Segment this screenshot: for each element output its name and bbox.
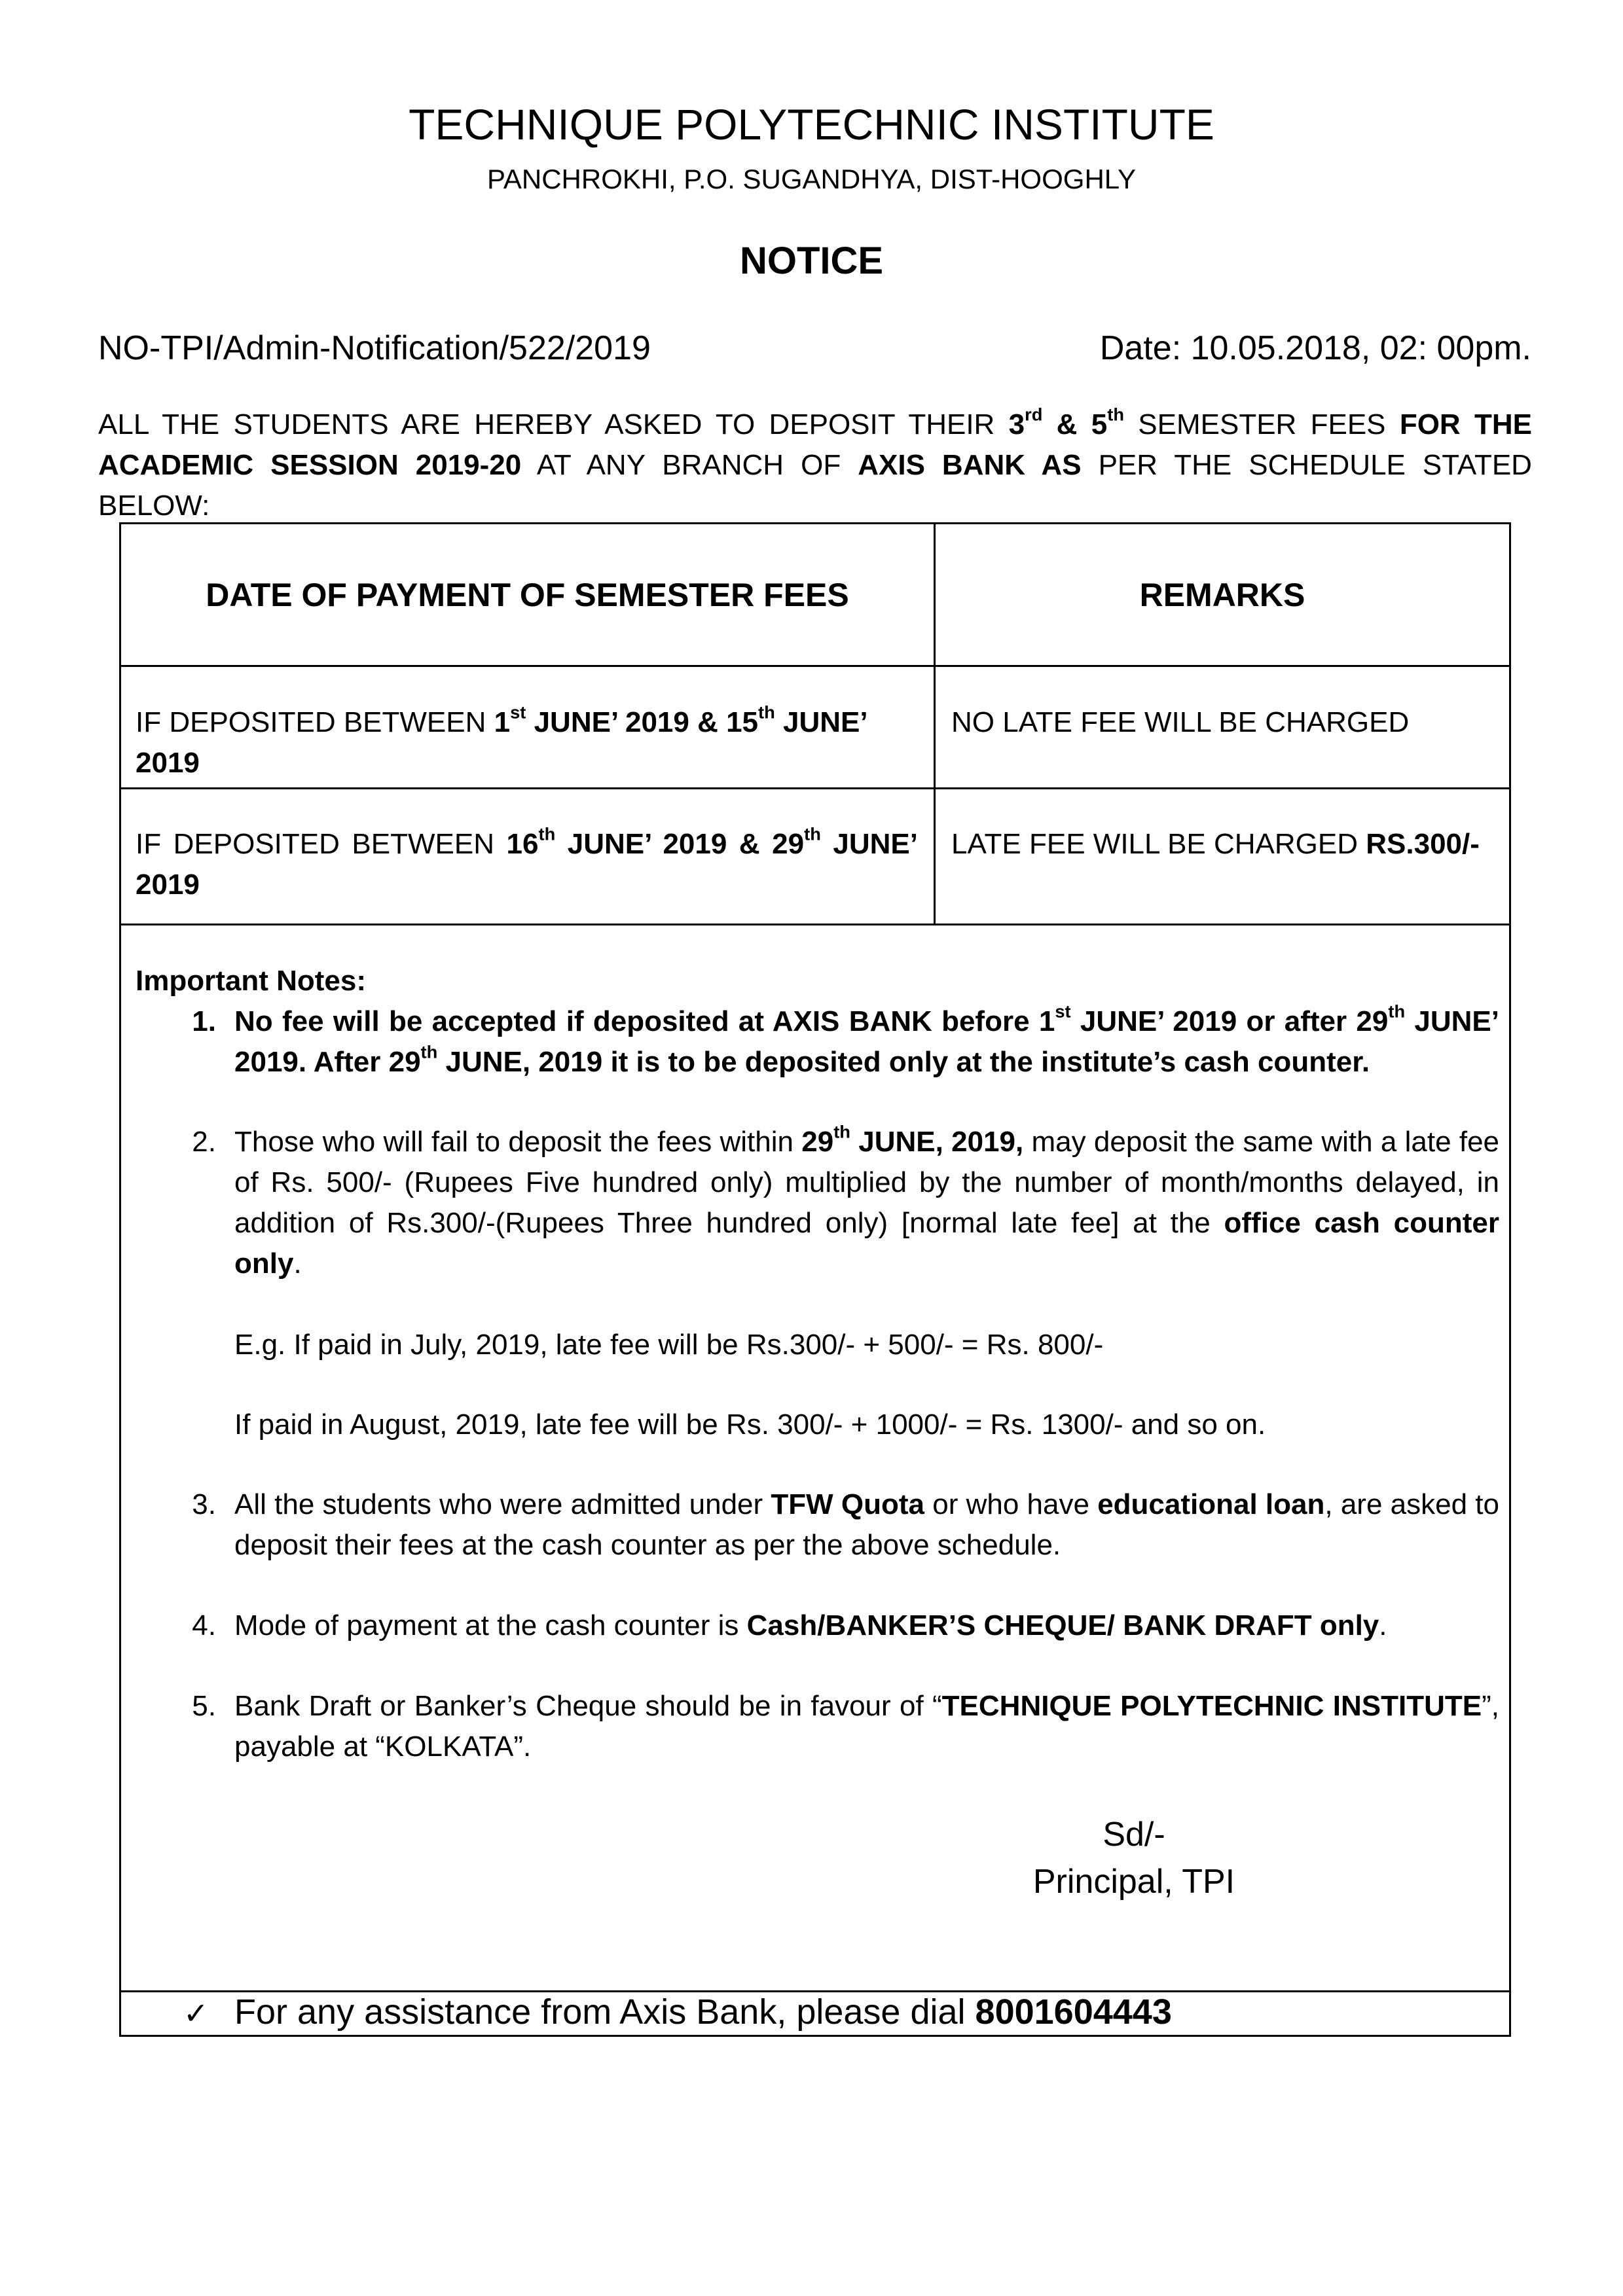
row-divider: [121, 924, 1509, 925]
late-fee-example-2: If paid in August, 2019, late fee will be Rs. 300/- + 1000/- = Rs. 1300/- and so on.: [234, 1408, 1266, 1441]
note-number: 3.: [192, 1488, 216, 1520]
helpline-number: 8001604443: [975, 1992, 1172, 2032]
column-header-remarks: REMARKS: [1139, 577, 1305, 613]
row-divider: [121, 665, 1509, 667]
row-divider: [121, 787, 1509, 789]
note-item-2: [177, 1122, 1499, 1284]
institute-address: PANCHROKHI, P.O. SUGANDHYA, DIST-HOOGHLY: [486, 164, 1137, 194]
note-text: Those who will fail to deposit the fees within 29th JUNE, 2019, may deposit the same with a late fee of Rs. 500/- (Rupees Five hundred only) multiplied by the number of month/months delayed, in addition of Rs.300/-(Rupees Three hundred only) [normal late fee] at the office cash counter only.: [234, 1121, 1500, 1280]
row2-remark-cell: LATE FEE WILL BE CHARGED RS.300/-: [951, 828, 1480, 860]
notes-heading: Important Notes:: [136, 965, 366, 997]
notice-date: Date: 10.05.2018, 02: 00pm.: [1099, 329, 1531, 367]
note-number: 4.: [192, 1609, 216, 1641]
signature-sd: Sd/-: [1103, 1816, 1165, 1854]
checkmark-icon: ✓: [183, 1996, 209, 2030]
column-header-date: DATE OF PAYMENT OF SEMESTER FEES: [206, 577, 849, 613]
assistance-line: For any assistance from Axis Bank, please dial 8001604443: [234, 1992, 1172, 2032]
note-item-5: [177, 1686, 1499, 1767]
intro-paragraph: ALL THE STUDENTS ARE HEREBY ASKED TO DEPOSIT THEIR 3rd & 5th SEMESTER FEES FOR THE ACADEMIC SESSION 2019-20 AT ANY BRANCH OF AXIS BANK AS PER THE SCHEDULE STATED BELOW:: [98, 404, 1532, 522]
note-number: 1.: [192, 1005, 216, 1037]
note-number: 5.: [192, 1690, 216, 1722]
late-fee-example-1: E.g. If paid in July, 2019, late fee will be Rs.300/- + 500/- = Rs. 800/-: [234, 1329, 1104, 1361]
institute-name: TECHNIQUE POLYTECHNIC INSTITUTE: [409, 100, 1214, 149]
note-text: Mode of payment at the cash counter is Cash/BANKER’S CHEQUE/ BANK DRAFT only.: [234, 1609, 1387, 1641]
notice-title: NOTICE: [739, 240, 884, 282]
note-number: 2.: [192, 1126, 216, 1158]
reference-number: NO-TPI/Admin-Notification/522/2019: [98, 329, 651, 367]
note-item-4: [177, 1605, 1499, 1646]
note-text: No fee will be accepted if deposited at AXIS BANK before 1st JUNE’ 2019 or after 29th JUNE’ 2019. After 29th JUNE, 2019 it is to be deposited only at the institute’s cash counter.: [234, 1001, 1499, 1078]
note-item-1: [177, 1001, 1499, 1083]
note-text: All the students who were admitted under TFW Quota or who have educational loan, are asked to deposit their fees at the cash counter as per the above schedule.: [234, 1488, 1499, 1561]
row1-date-cell: IF DEPOSITED BETWEEN 1st JUNE’ 2019 & 15th JUNE’ 2019: [136, 702, 867, 779]
note-text: Bank Draft or Banker’s Cheque should be in favour of “TECHNIQUE POLYTECHNIC INSTITUTE”, payable at “KOLKATA”.: [234, 1690, 1499, 1763]
signatory: Principal, TPI: [1032, 1863, 1235, 1901]
note-item-3: [177, 1484, 1499, 1566]
row2-date-cell: IF DEPOSITED BETWEEN 16th JUNE’ 2019 & 29th JUNE’ 2019: [136, 823, 918, 901]
row1-remark-cell: NO LATE FEE WILL BE CHARGED: [951, 706, 1410, 738]
